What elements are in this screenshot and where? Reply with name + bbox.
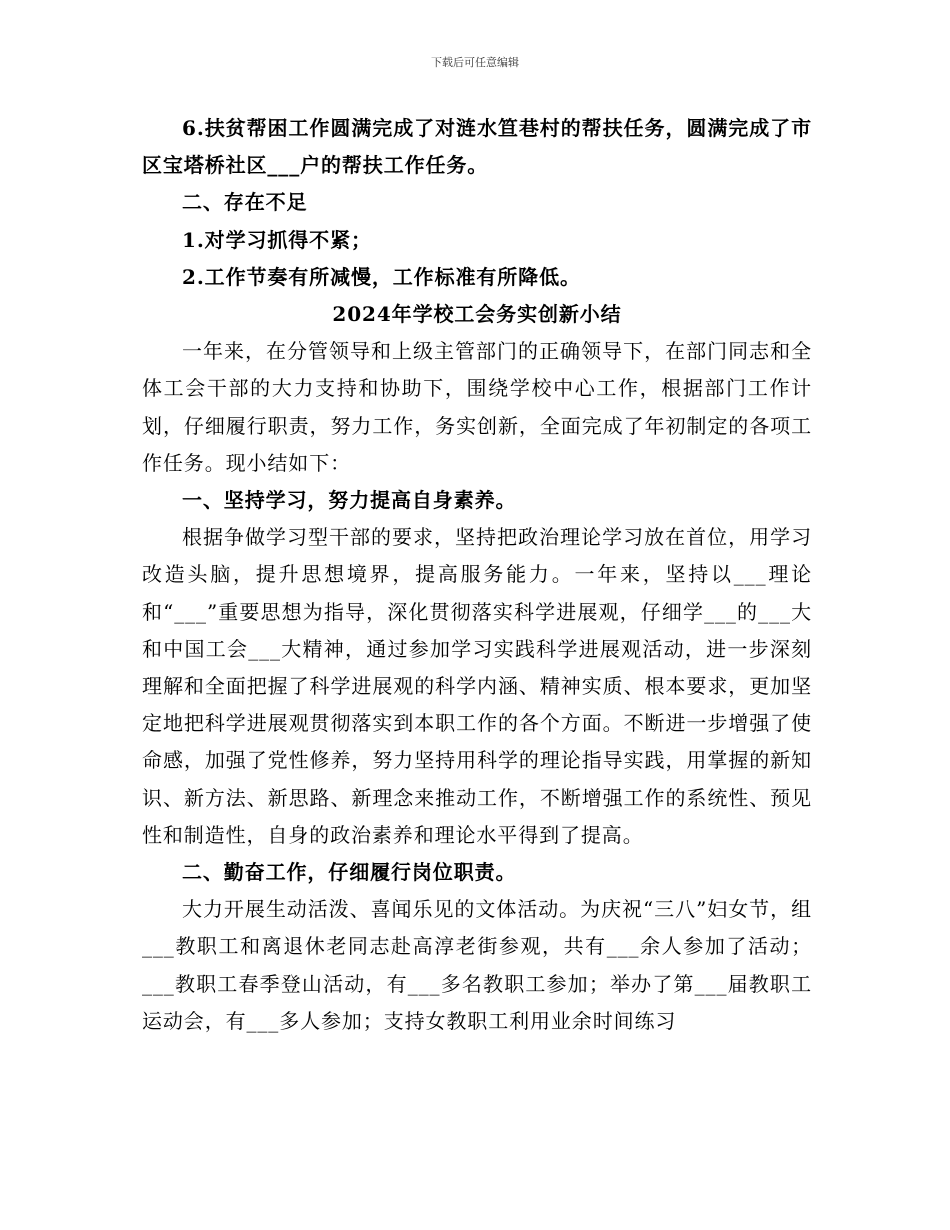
header-note: 下载后可任意编辑 — [431, 56, 519, 69]
document-body — [142, 110, 812, 1040]
paragraph-poverty-aid: 6.扶贫帮困工作圆满完成了对涟水笪巷村的帮扶任务，圆满完成了市区宝塔桥社区___户的帮扶工作任务。 — [142, 116, 812, 178]
shortcoming-item-2: 2.工作节奏有所减慢，工作标准有所降低。 — [182, 264, 581, 289]
paragraph-activities: 大力开展生动活泼、喜闻乐见的文体活动。为庆祝“三八”妇女节，组___教职工和离退休老同志赴高淳老街参观，共有___余人参加了活动；___教职工春季登山活动，有___多名教职工参加；举办了第___届教职工运动会，有___多人参加；支持女教职工利用业余时间练习 — [142, 897, 812, 1033]
shortcoming-item-1: 1.对学习抓得不紧； — [182, 227, 372, 252]
heading-work: 二、勤奋工作，仔细履行岗位职责。 — [182, 860, 517, 885]
heading-shortcomings: 二、存在不足 — [182, 190, 308, 215]
paragraph-study: 根据争做学习型干部的要求，坚持把政治理论学习放在首位，用学习改造头脑，提升思想境界，提高服务能力。一年来，坚持以___理论和“___”重要思想为指导，深化贯彻落实科学进展观，仔细学___的___大和中国工会___大精神，通过参加学习实践科学进展观活动，进一步深刻理解和全面把握了科学进展观的科学内涵、精神实质、根本要求，更加坚定地把科学进展观贯彻落实到本职工作的各个方面。不断进一步增强了使命感，加强了党性修养，努力坚持用科学的理论指导实践，用掌握的新知识、新方法、新思路、新理念来推动工作，不断增强工作的系统性、预见性和制造性，自身的政治素养和理论水平得到了提高。 — [142, 525, 812, 847]
paragraph-intro: 一年来，在分管领导和上级主管部门的正确领导下，在部门同志和全体工会干部的大力支持和协助下，围绕学校中心工作，根据部门工作计划，仔细履行职责，努力工作，务实创新，全面完成了年初制定的各项工作任务。现小结如下： — [142, 339, 812, 475]
heading-study: 一、坚持学习，努力提高自身素养。 — [182, 488, 517, 513]
document-title: 2024年学校工会务实创新小结 — [332, 302, 622, 327]
